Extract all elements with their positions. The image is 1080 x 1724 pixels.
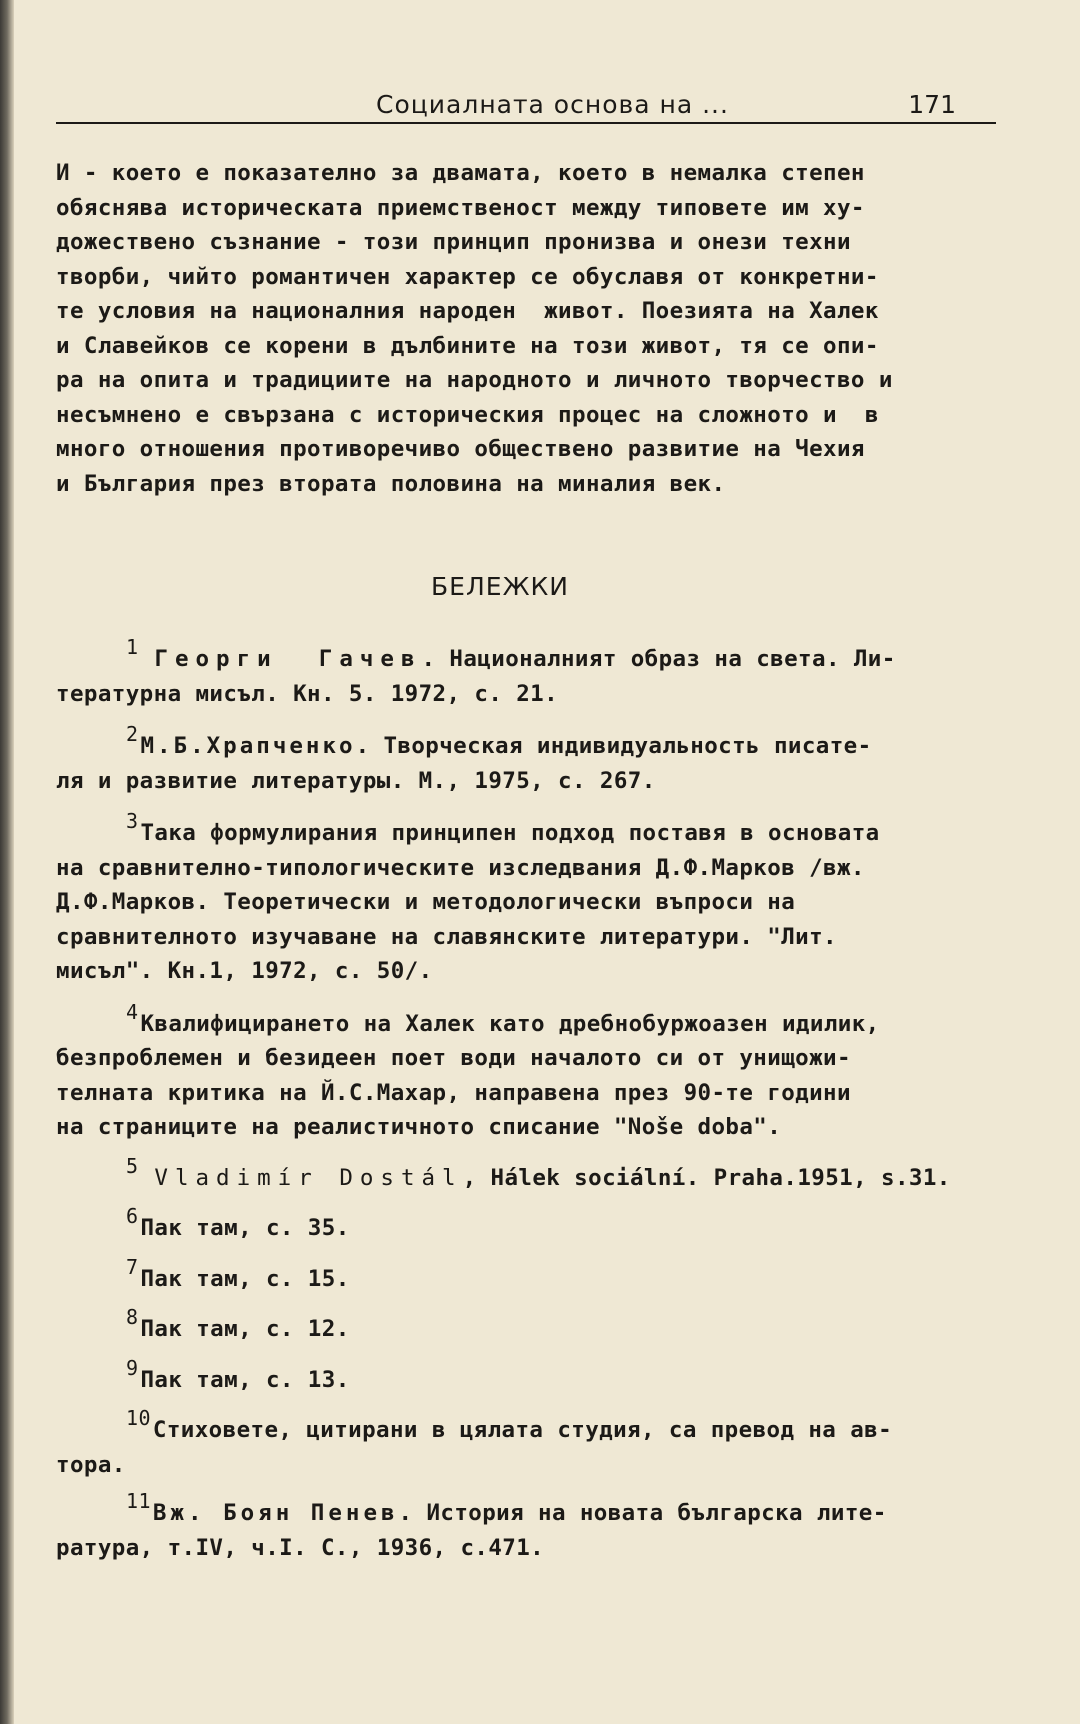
note-item: [56, 999, 1026, 1145]
note-number: 2: [126, 722, 139, 746]
note-item: [56, 809, 1026, 989]
note-number: 7: [126, 1254, 139, 1279]
body-paragraph: [56, 156, 1026, 501]
note-item: [56, 1204, 1026, 1246]
note-line: на страниците на реалистичното списание "Nošе dоbа".: [56, 1114, 782, 1140]
body-line: и България през втората половина на миналия век.: [56, 470, 726, 497]
note-author: Георги Гачев: [154, 646, 422, 672]
note-line: ратура, т.IV, ч.I. С., 1936, с.471.: [56, 1534, 545, 1561]
page-header: [56, 88, 996, 124]
note-number: 9: [126, 1355, 139, 1380]
note-line: телната критика на Й.С.Махар, направена през 90-те години: [56, 1079, 851, 1106]
note-number: 8: [126, 1305, 139, 1329]
note-author: М.Б.Храпченко: [140, 733, 356, 759]
note-author: Вж. Боян Пенев: [152, 1500, 399, 1526]
body-line: и Славейков се корени в дълбините на този живот, тя се опи-: [56, 332, 879, 359]
note-text: . Творческая индивидуальность писате-: [355, 733, 872, 759]
note-text: Така формулирания принципен подход поставя в основата: [140, 820, 880, 846]
note-number: 10: [126, 1406, 151, 1430]
body-line: те условия на националния народен живот. Поезията на Халек: [56, 298, 879, 324]
body-line: творби, чийто романтичен характер се обуславя от конкретни-: [56, 263, 879, 290]
note-number: 4: [126, 999, 139, 1024]
note-line: ля и развитие литературы. М., 1975, с. 267.: [56, 767, 656, 794]
body-line: несъмнено е свързана с историческия процес на сложното и в: [56, 401, 879, 428]
note-text: Пак там, с. 15.: [140, 1265, 350, 1292]
note-item: [56, 1406, 1026, 1482]
note-text: Пак там, с. 13.: [140, 1366, 350, 1393]
note-author: Vladimír Dostál: [154, 1164, 463, 1191]
note-line: сравнителното изучаване на славянските литератури. "Лит.: [56, 923, 837, 950]
note-line: тературна мисъл. Кн. 5. 1972, с. 21.: [56, 680, 559, 707]
note-number: 6: [126, 1204, 139, 1228]
note-text: , Hálek sociální. Praha.1951, s.31.: [462, 1164, 951, 1191]
note-item: [56, 635, 1026, 711]
book-binding-edge: [0, 0, 14, 1724]
note-text: Квалифицирането на Халек като дребнобуржоазен идилик,: [140, 1010, 880, 1037]
body-line: обяснява историческата приемственост между типовете им ху-: [56, 194, 865, 221]
note-item: [56, 722, 1026, 798]
note-number: 11: [126, 1489, 151, 1513]
note-item: [56, 1305, 1026, 1347]
note-text: Пак там, с. 35.: [140, 1215, 350, 1241]
note-item: [56, 1489, 1026, 1565]
note-text: Пак там, с. 12.: [140, 1316, 350, 1342]
note-line: безпроблемен и безидеен поет води началото си от унищожи-: [56, 1045, 851, 1071]
note-number: 5: [126, 1153, 139, 1178]
note-line: на сравнително-типологическите изследвания Д.Ф.Марков /вж.: [56, 854, 865, 881]
body-line: ра на опита и традициите на народното и личното творчество и: [56, 367, 893, 393]
note-text: Стиховете, цитирани в цялата студия, са превод на ав-: [152, 1417, 893, 1443]
page-number: 171: [908, 90, 956, 119]
running-title: Социалната основа на ...: [376, 90, 729, 119]
note-item: [56, 1355, 1026, 1398]
body-line: много отношения противоречиво обществено развитие на Чехия: [56, 436, 865, 462]
notes-list: [56, 624, 1026, 1565]
note-line: тора.: [56, 1451, 126, 1478]
note-line: Д.Ф.Марков. Теоретически и методологически въпроси на: [56, 889, 796, 915]
note-number: 1: [126, 635, 139, 659]
notes-heading: БЕЛЕЖКИ: [431, 572, 569, 601]
body-line: дожествено съзнание - този принцип пронизва и онези техни: [56, 229, 851, 255]
note-text: . Националният образ на света. Ли-: [421, 646, 896, 672]
note-number: 3: [126, 809, 139, 833]
note-item: [56, 1153, 1026, 1196]
note-text: . История на новата българска лите-: [398, 1500, 887, 1526]
note-item: [56, 1254, 1026, 1297]
body-line: И - което е показателно за двамата, което в немалка степен: [56, 160, 865, 186]
note-line: мисъл". Кн.1, 1972, с. 50/.: [56, 958, 433, 984]
